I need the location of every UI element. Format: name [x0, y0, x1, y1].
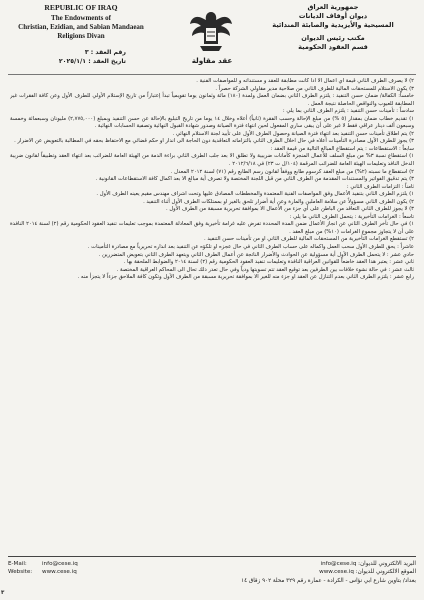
office-name: مكتب رئيس الديوان	[301, 34, 365, 42]
contract-paragraph: عاشراً : يحق للطرف الأول سحب العمل واكماله على حساب الطرف الثاني في حال عجزه او تلكؤه عن التنفيذ بعد انذاره تحريرياً مع مصادرة التأمينات .	[87, 244, 414, 251]
contract-paragraph: ٣) يكون الاستلام للمستحقات المالية للطرف الثاني من صلاحية مدير مقاولي الشركة حصراً .	[215, 85, 414, 92]
org-name-ar-1: ديوان أوقاف الديانات	[298, 12, 368, 20]
email-ar: البريد الالكتروني للديوان: info@cese.iq	[320, 561, 416, 567]
footer-contact-en	[8, 560, 158, 577]
footer-contact-ar	[166, 560, 416, 585]
org-name-en-3: Religions Divan	[57, 32, 105, 40]
footer-divider	[8, 556, 416, 557]
country-name-ar: جمهورية العراق	[307, 3, 359, 11]
org-name-ar-2: المسيحية والأيزيدية والصابئة المندائية	[272, 21, 394, 29]
website-key: Website:	[8, 569, 33, 576]
contract-paragraph: خامساً: الكفالة/ ضمان حسن التنفيذ : يلتزم الطرف الثاني بضمان العمل ولمدة (١٨٠) مائة وثمانون يوما تقويمياً تبدأ إعتباراً من تاريخ الإستلام الأولي للطرف الأول وعن كافة الفقرات غير المطابقة للعيوب والنواقص الحاصلة نتيجة العمل .	[10, 93, 414, 107]
contract-number: رقم العقد : ٣	[84, 49, 126, 56]
contract-paragraph: ثاني عشر : يعتبر هذا العقد خاضعاً للقوانين العراقية النافذة وتعليمات تنفيذ العقود الحكومية رقم (٢) لسنة ٢٠١٤ والضوابط الملحقة بها .	[123, 259, 414, 266]
contract-paragraph: ٢) يكون الطرف الثاني مسؤولاً عن سلامة العاملين والمارة وعن أية أضرار تلحق بالغير او بممتلكات الطرف الأول أثناء التنفيذ .	[143, 198, 414, 205]
country-name-en: REPUBLIC OF IRAQ	[44, 3, 118, 12]
contract-paragraph: ٢) استقطاع ما نسبته (٢%) من مبلغ العقد كرسوم طابع ووفقاً لقانون رسم الطابع رقم (٧١) لسنة ٢٠١٢ المعدل .	[170, 168, 414, 175]
contract-paragraph: ١) تقديم خطاب ضمان بمقدار (٥ %) من مبلغ الإحالة وحسب الفقرة (ثانياً) أعلاه وخلال ١٤ يوما من تاريخ التبليغ بالإحالة عن حسن التنفيذ وبمبلغ (٢,٧٧٥,٠٠٠) مليونان وسبعمائة وخمسة وسبعون ألف دينار عراقي فقط لا غير على أن يبقى ساري المفعول لحين انتهاء فترة الصيانة وصدور شهادة القبول النهائية وتصفية الحسابات النهائية .	[10, 115, 414, 130]
header-divider	[8, 74, 416, 75]
contract-paragraph: ١) استقطاع نسبة ٣% من مبلغ السلف للأعمال المنجزة كأمانات ضريبية ولا تطلق الا بعد جلب الطرف الثاني براءة الذمة من الهيئة العامة للضرائب بعد انتهاء العقد وتطبيقاً لقانون ضريبة الدخل النافذ وتعليمات الهيئة العامة للضرائب المرقمة (١٠٤/ل ت ٢٣) في ٢٠١٢/٦/١٨ .	[10, 153, 414, 168]
address-ar: بغداد/ بتاوين شارع ابي نؤاس - الكرادة - عمارة رقم ٣٢٩ محلة ٩٠٢ زقاق ١٤	[241, 577, 416, 584]
contract-paragraph: ٣) يتم تدقيق الفواتير والمستندات المقدمة من الطرف الثاني من قبل اللجنة المختصة ولا تصرف أية مبالغ الا بعد اكمال كافة الاستقطاعات القانونية .	[95, 176, 414, 183]
footer	[8, 560, 416, 598]
org-name-en-2: Christian, Ezidian, and Sabian Mandaean	[18, 23, 144, 31]
iraq-eagle-emblem-icon	[188, 6, 234, 54]
department-name: قسم العقود الحكومية	[298, 43, 368, 51]
letterhead-english	[6, 3, 156, 41]
contract-paragraph: ثالث عشر : في حالة نشوء خلافات بين الطرفين بعد توقيع العقد تتم تسويتها ودياً وفي حال تعذر ذلك تحال الى المحاكم العراقية المختصة .	[116, 266, 414, 273]
contract-paragraph: رابع عشر : يلتزم الطرف الثاني بعدم التنازل عن العقد او جزء منه للغير الا بموافقة تحريرية مسبقة من الطرف الأول وتكون كافة الملاحق جزءاً لا يتجزأ منه .	[77, 274, 414, 281]
contract-paragraph: ٣) يجوز للطرف الأول مصادرة التأمينات أعلاه في حال اخلال الطرف الثاني بالتزاماته التعاقدية دون الحاجة الى انذار او حكم قضائي مع الاحتفاظ بحقه في المطالبة بالتعويض عن الاضرار .	[14, 138, 414, 145]
contract-paragraph: سادساً : تأمينات حسن التنفيذ : يلتزم الطرف الثاني بما يلي :	[282, 108, 414, 115]
contract-paragraph: ٢) تستقطع الغرامات التأخيرية من المستحقات المالية للطرف الثاني او من تأمينات حسن التنفيذ .	[204, 236, 414, 243]
email-link[interactable]: info@cese.iq	[42, 561, 78, 567]
contract-paragraph: ١) في حال تأخر الطرف الثاني عن انجاز الأعمال ضمن المدة المحددة تفرض عليه غرامة تأخيرية وفق المعادلة المعتمدة بموجب تعليمات تنفيذ العقود الحكومية رقم (٢) لسنة ٢٠١٤ النافذة على أن لا يتجاوز مجموع الغرامات (١٠%) من مبلغ العقد .	[10, 221, 414, 235]
email-key: E-Mail:	[8, 561, 27, 567]
org-name-en-1: The Endowments of	[51, 14, 111, 22]
page-number: ٣	[1, 590, 5, 596]
contract-date: تاريخ العقد : ٢٠٢٥/١/١	[58, 58, 126, 65]
contract-title: عقد مقاولة	[191, 56, 233, 65]
letterhead-arabic	[248, 3, 418, 52]
contract-paragraph: تاسعاً : الغرامات التأخيرية : يتحمل الطرف الثاني ما يلي :	[289, 213, 414, 220]
website-link[interactable]: www.cese.iq	[42, 569, 77, 576]
contract-paragraph: ٢) يتم اطلاق تأمينات حسن التنفيذ بعد انتهاء فترة الصيانة وحصول الطرف الأول على تأييد لجنة الاستلام النهائي .	[172, 130, 414, 137]
contract-paragraph: ٢) لا يصرف الطرف الثاني قيمة أي أعمال الا اذا كانت مطابقة للعقد و مستنداته و للمواصفات الفنية .	[196, 78, 414, 84]
contract-paragraph: سابعاً : الاستقطاعات : يتم استقطاع المبالغ التالية من قيمة العقد :	[270, 145, 414, 152]
contract-paragraph: ٣) لا يجوز للطرف الثاني التعاقد من الباطن على أي جزء من الأعمال الا بموافقة تحريرية مسبقة من الطرف الأول .	[166, 206, 414, 213]
contract-paragraph: ١) يلتزم الطرف الثاني بتنفيذ الأعمال وفق المواصفات الفنية المعتمدة والمخططات المصادق عليها وتحت اشراف مهندس مقيم يعينه الطرف الأول .	[96, 191, 414, 198]
contract-meta	[8, 48, 126, 66]
contract-paragraph: حادي عشر : لا يتحمل الطرف الأول أية مسؤولية عن الحوادث والأضرار الناتجة عن أعمال الطرف الثاني ويتعهد الطرف الثاني بتعويض المتضررين .	[98, 251, 414, 258]
letterhead	[0, 0, 424, 76]
contract-paragraph: ثامناً : التزامات الطرف الثاني :	[346, 183, 414, 190]
contract-body	[10, 78, 414, 552]
website-ar: الموقع الالكتروني للديوان: www.cese.iq	[319, 569, 416, 576]
